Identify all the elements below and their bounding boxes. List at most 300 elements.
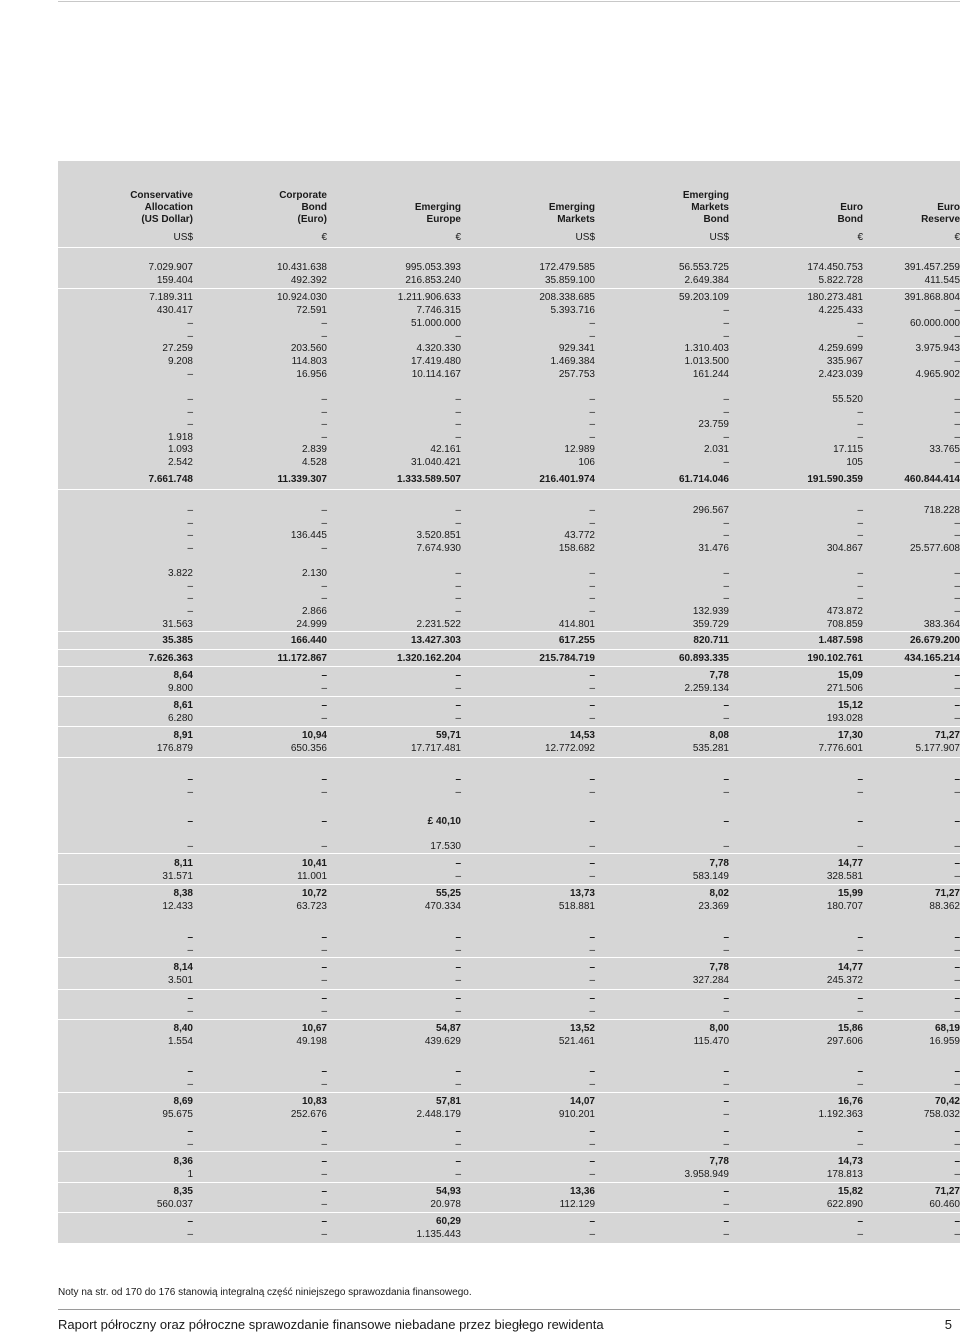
table-cell: – (723, 713, 729, 724)
table-cell: – (187, 419, 193, 430)
column-header-line: Allocation (144, 202, 193, 213)
table-cell: – (723, 993, 729, 1004)
table-cell: – (954, 700, 960, 711)
table-cell: 4.225.433 (818, 305, 863, 316)
table-cell: 4.320.330 (416, 343, 461, 354)
table-cell: 2.866 (301, 606, 327, 617)
table-cell: – (954, 841, 960, 852)
table-row (58, 275, 960, 287)
table-cell: – (589, 841, 595, 852)
table-cell: 2.649.384 (684, 275, 729, 286)
table-cell: 95.675 (162, 1109, 193, 1120)
table-cell: 6.280 (167, 713, 193, 724)
table-cell: 193.028 (826, 713, 863, 724)
table-row (58, 858, 960, 870)
table-cell: – (187, 1006, 193, 1017)
table-cell: 60.893.335 (678, 653, 729, 664)
table-cell: 11.001 (297, 871, 327, 882)
table-cell: – (954, 993, 960, 1004)
table-cell: – (589, 1229, 595, 1240)
table-cell: 31.563 (162, 619, 193, 630)
table-cell: – (589, 1169, 595, 1180)
table-row (58, 670, 960, 682)
table-row (58, 653, 960, 665)
table-cell: – (723, 700, 729, 711)
table-cell: – (321, 1229, 327, 1240)
top-rule (58, 1, 960, 2)
table-cell: 15,86 (837, 1023, 863, 1034)
table-cell: – (187, 581, 193, 592)
table-cell: – (589, 713, 595, 724)
row-separator (58, 1212, 960, 1213)
row-separator (58, 1182, 960, 1183)
column-header-line: Corporate (279, 190, 327, 201)
table-cell: 7.746.315 (416, 305, 461, 316)
table-cell: 7.661.748 (148, 474, 193, 485)
table-row (58, 505, 960, 517)
table-row (58, 581, 960, 593)
table-cell: 24.999 (296, 619, 327, 630)
table-cell: – (954, 606, 960, 617)
table-cell: 159.404 (156, 275, 193, 286)
table-row (58, 700, 960, 712)
table-cell: – (723, 530, 729, 541)
table-cell: 359.729 (692, 619, 729, 630)
table-cell: 560.037 (156, 1199, 193, 1210)
table-cell: – (455, 1066, 461, 1077)
table-cell: – (723, 1126, 729, 1137)
table-cell: 12.772.092 (544, 743, 595, 754)
table-row (58, 1109, 960, 1121)
table-row (58, 975, 960, 987)
table-cell: 10,67 (301, 1023, 327, 1034)
table-cell: – (723, 945, 729, 956)
table-row (58, 530, 960, 542)
table-cell: 3.520.851 (416, 530, 461, 541)
table-cell: 7.626.363 (148, 653, 193, 664)
table-cell: 2.130 (301, 568, 327, 579)
table-cell: 7.189.311 (149, 292, 193, 303)
table-cell: – (857, 419, 863, 430)
table-cell: – (321, 993, 327, 1004)
table-cell: – (321, 1066, 327, 1077)
table-row (58, 1126, 960, 1138)
table-cell: – (455, 432, 461, 443)
table-cell: – (589, 1006, 595, 1017)
table-cell: – (455, 787, 461, 798)
table-cell: 23.369 (698, 901, 729, 912)
table-row (58, 369, 960, 381)
table-cell: 180.707 (826, 901, 863, 912)
table-cell: 14,73 (837, 1156, 863, 1167)
table-cell: 17,30 (837, 730, 863, 741)
table-cell: – (321, 1139, 327, 1150)
table-cell: – (589, 945, 595, 956)
table-cell: – (954, 432, 960, 443)
table-cell: – (954, 1066, 960, 1077)
table-cell: 23.759 (698, 419, 729, 430)
table-cell: – (954, 945, 960, 956)
table-row (58, 901, 960, 913)
table-cell: – (589, 407, 595, 418)
table-cell: – (187, 407, 193, 418)
table-cell: 13.427.303 (410, 635, 461, 646)
table-cell: – (455, 700, 461, 711)
notes-reference: Noty na str. od 170 do 176 stanowią integralną część niniejszego sprawozdania finansowego. (58, 1287, 472, 1298)
table-cell: 1.320.162.204 (397, 653, 461, 664)
table-cell: 7.029.907 (148, 262, 193, 273)
table-cell: 8,91 (173, 730, 193, 741)
table-cell: 518.881 (558, 901, 595, 912)
table-cell: 1.013.500 (684, 356, 729, 367)
table-cell: 71,27 (934, 888, 960, 899)
table-cell: – (857, 581, 863, 592)
table-cell: 20.978 (430, 1199, 461, 1210)
table-cell: – (954, 932, 960, 943)
table-cell: – (187, 1229, 193, 1240)
table-cell: – (857, 816, 863, 827)
row-separator (58, 757, 960, 758)
table-cell: 72.591 (296, 305, 327, 316)
table-cell: – (187, 841, 193, 852)
table-cell: – (857, 1216, 863, 1227)
table-cell: 718.228 (923, 505, 960, 516)
column-header-line: Euro (840, 202, 863, 213)
table-cell: – (187, 1139, 193, 1150)
table-cell: 8,00 (709, 1023, 729, 1034)
row-separator (58, 989, 960, 990)
row-separator (58, 1092, 960, 1093)
table-cell: – (954, 1169, 960, 1180)
table-cell: 5.822.728 (818, 275, 863, 286)
column-header-line: (Euro) (297, 214, 327, 225)
table-cell: – (187, 932, 193, 943)
table-cell: 190.102.761 (807, 653, 863, 664)
table-cell: – (723, 816, 729, 827)
table-cell: 27.259 (162, 343, 193, 354)
table-cell: – (321, 419, 327, 430)
table-cell: – (857, 945, 863, 956)
table-cell: – (187, 1079, 193, 1090)
table-cell: – (455, 1139, 461, 1150)
table-cell: 1.918 (167, 432, 193, 443)
table-row (58, 993, 960, 1005)
footer-rule (58, 1309, 960, 1310)
table-row (58, 1006, 960, 1018)
table-cell: 10,72 (301, 888, 327, 899)
table-row (58, 606, 960, 618)
table-cell: 13,52 (569, 1023, 595, 1034)
table-cell: – (857, 787, 863, 798)
table-row (58, 774, 960, 786)
table-cell: – (589, 518, 595, 529)
table-cell: – (455, 593, 461, 604)
table-cell: 55,25 (435, 888, 461, 899)
table-cell: – (455, 505, 461, 516)
table-row (58, 619, 960, 631)
table-cell: 43.772 (564, 530, 595, 541)
table-cell: – (954, 962, 960, 973)
table-cell: – (954, 1229, 960, 1240)
table-cell: – (723, 787, 729, 798)
table-cell: – (321, 1156, 327, 1167)
table-cell: 473.872 (826, 606, 863, 617)
table-cell: – (455, 394, 461, 405)
table-cell: 35.859.100 (544, 275, 595, 286)
table-row (58, 518, 960, 530)
table-cell: – (321, 670, 327, 681)
table-cell: – (321, 432, 327, 443)
table-cell: – (321, 1186, 327, 1197)
table-cell: – (857, 1126, 863, 1137)
table-cell: – (589, 858, 595, 869)
table-cell: – (321, 581, 327, 592)
table-cell: – (589, 993, 595, 1004)
table-cell: – (589, 1079, 595, 1090)
table-cell: – (589, 606, 595, 617)
table-cell: – (589, 1066, 595, 1077)
table-cell: – (723, 1066, 729, 1077)
table-cell: – (589, 1126, 595, 1137)
table-cell: – (723, 394, 729, 405)
table-row (58, 713, 960, 725)
table-cell: 8,36 (173, 1156, 193, 1167)
table-cell: 8,69 (173, 1096, 193, 1107)
table-cell: – (723, 1079, 729, 1090)
table-cell: 35.385 (162, 635, 193, 646)
table-cell: – (954, 530, 960, 541)
table-cell: – (321, 975, 327, 986)
table-cell: – (857, 993, 863, 1004)
table-cell: 14,07 (569, 1096, 595, 1107)
column-header-line: Reserve (921, 214, 960, 225)
row-separator (58, 1019, 960, 1020)
table-cell: – (187, 593, 193, 604)
table-cell: – (954, 457, 960, 468)
table-cell: – (455, 975, 461, 986)
table-cell: – (954, 331, 960, 342)
table-cell: – (723, 593, 729, 604)
table-cell: – (321, 1126, 327, 1137)
table-cell: 1.487.598 (818, 635, 863, 646)
table-cell: 166.440 (290, 635, 327, 646)
table-cell: 10.114.167 (411, 369, 461, 380)
table-cell: 180.273.481 (807, 292, 863, 303)
table-cell: 708.859 (826, 619, 863, 630)
table-row (58, 945, 960, 957)
table-cell: – (954, 568, 960, 579)
table-cell: – (954, 394, 960, 405)
table-cell: 2.542 (167, 457, 193, 468)
table-cell: – (723, 1109, 729, 1120)
table-cell: 1.554 (167, 1036, 193, 1047)
table-cell: 10.924.030 (276, 292, 327, 303)
row-separator (58, 666, 960, 667)
header-rule (58, 247, 960, 248)
table-cell: 622.890 (826, 1199, 863, 1210)
table-cell: – (187, 331, 193, 342)
column-header-line: Europe (426, 214, 461, 225)
table-cell: 2.448.179 (416, 1109, 461, 1120)
table-row (58, 787, 960, 799)
table-cell: – (321, 394, 327, 405)
row-separator (58, 884, 960, 885)
table-cell: 414.801 (558, 619, 595, 630)
table-cell: 42.161 (430, 444, 461, 455)
table-cell: – (589, 787, 595, 798)
table-cell: 8,64 (173, 670, 193, 681)
table-cell: – (455, 568, 461, 579)
table-cell: – (455, 407, 461, 418)
row-separator (58, 631, 960, 632)
table-cell: 1.093 (167, 444, 193, 455)
table-cell: – (455, 1079, 461, 1090)
table-cell: 10,41 (301, 858, 327, 869)
table-cell: 16,76 (837, 1096, 863, 1107)
table-cell: 49.198 (296, 1036, 327, 1047)
table-cell: – (589, 394, 595, 405)
table-cell: – (589, 432, 595, 443)
table-cell: 257.753 (558, 369, 595, 380)
table-cell: – (954, 858, 960, 869)
table-row (58, 457, 960, 469)
table-cell: – (723, 841, 729, 852)
table-cell: 335.967 (826, 356, 863, 367)
table-row (58, 292, 960, 304)
table-cell: – (589, 683, 595, 694)
table-cell: 470.334 (424, 901, 461, 912)
table-cell: 15,99 (837, 888, 863, 899)
table-cell: 304.867 (826, 543, 863, 554)
table-cell: 929.341 (558, 343, 595, 354)
table-row (58, 816, 960, 828)
table-cell: – (455, 993, 461, 1004)
table-cell: 70,42 (934, 1096, 960, 1107)
table-cell: 216.401.974 (539, 474, 595, 485)
table-row (58, 444, 960, 456)
table-cell: – (857, 841, 863, 852)
table-cell: – (589, 871, 595, 882)
table-row (58, 262, 960, 274)
table-cell: 115.470 (693, 1036, 729, 1047)
table-cell: 11.339.307 (277, 474, 327, 485)
table-row (58, 407, 960, 419)
table-cell: 650.356 (290, 743, 327, 754)
table-cell: 8,08 (709, 730, 729, 741)
table-cell: 1.333.589.507 (397, 474, 461, 485)
table-cell: 136.445 (290, 530, 327, 541)
table-cell: 114.803 (291, 356, 327, 367)
table-cell: 63.723 (296, 901, 327, 912)
table-cell: 26.679.200 (909, 635, 960, 646)
table-cell: – (321, 1169, 327, 1180)
table-cell: – (589, 331, 595, 342)
table-cell: 4.259.699 (818, 343, 863, 354)
table-cell: – (455, 871, 461, 882)
table-row (58, 1079, 960, 1091)
table-cell: – (589, 593, 595, 604)
table-cell: – (321, 700, 327, 711)
table-cell: – (455, 670, 461, 681)
table-cell: 172.479.585 (539, 262, 595, 273)
table-row (58, 871, 960, 883)
table-cell: – (187, 945, 193, 956)
table-cell: 59,71 (435, 730, 461, 741)
table-cell: – (954, 581, 960, 592)
table-cell: 297.606 (826, 1036, 863, 1047)
table-cell: 4.965.902 (915, 369, 960, 380)
column-header-line: Conservative (130, 190, 193, 201)
table-cell: 203.560 (290, 343, 327, 354)
table-row (58, 305, 960, 317)
table-cell: – (455, 331, 461, 342)
table-cell: – (321, 331, 327, 342)
table-cell: 460.844.414 (904, 474, 960, 485)
table-cell: 9.800 (167, 683, 193, 694)
table-cell: – (187, 530, 193, 541)
table-cell: 55.520 (832, 394, 863, 405)
table-cell: – (723, 305, 729, 316)
table-row (58, 1139, 960, 1151)
table-cell: – (723, 407, 729, 418)
table-row (58, 1156, 960, 1168)
table-cell: 17.530 (430, 841, 461, 852)
table-cell: 430.417 (156, 305, 193, 316)
table-cell: 13,36 (569, 1186, 595, 1197)
table-row (58, 962, 960, 974)
table-cell: – (589, 700, 595, 711)
table-cell: – (723, 331, 729, 342)
table-cell: – (321, 318, 327, 329)
table-cell: – (187, 1216, 193, 1227)
table-cell: 521.461 (558, 1036, 595, 1047)
table-cell: 16.956 (296, 369, 327, 380)
table-cell: – (723, 1216, 729, 1227)
table-cell: – (857, 318, 863, 329)
table-cell: – (589, 932, 595, 943)
column-header-line: Markets (557, 214, 595, 225)
table-cell: – (857, 530, 863, 541)
table-cell: – (954, 670, 960, 681)
table-cell: 245.372 (826, 975, 863, 986)
table-row (58, 568, 960, 580)
table-cell: 106 (578, 457, 595, 468)
table-cell: – (321, 945, 327, 956)
table-row (58, 474, 960, 486)
table-cell: 7,78 (709, 962, 729, 973)
table-cell: 439.629 (424, 1036, 461, 1047)
table-cell: 1.211.906.633 (397, 292, 461, 303)
table-cell: – (954, 787, 960, 798)
table-cell: – (321, 932, 327, 943)
table-cell: – (455, 962, 461, 973)
table-cell: – (321, 787, 327, 798)
table-cell: – (589, 318, 595, 329)
row-separator (58, 1151, 960, 1152)
table-cell: 328.581 (826, 871, 863, 882)
table-row (58, 343, 960, 355)
table-cell: – (857, 1139, 863, 1150)
table-cell: 8,40 (173, 1023, 193, 1034)
column-currency: US$ (575, 232, 595, 243)
table-cell: – (321, 1216, 327, 1227)
table-cell: – (455, 1006, 461, 1017)
table-row (58, 1023, 960, 1035)
table-cell: 5.177.907 (915, 743, 960, 754)
table-cell: 51.000.000 (410, 318, 461, 329)
table-cell: – (589, 419, 595, 430)
column-currency: € (954, 232, 960, 243)
